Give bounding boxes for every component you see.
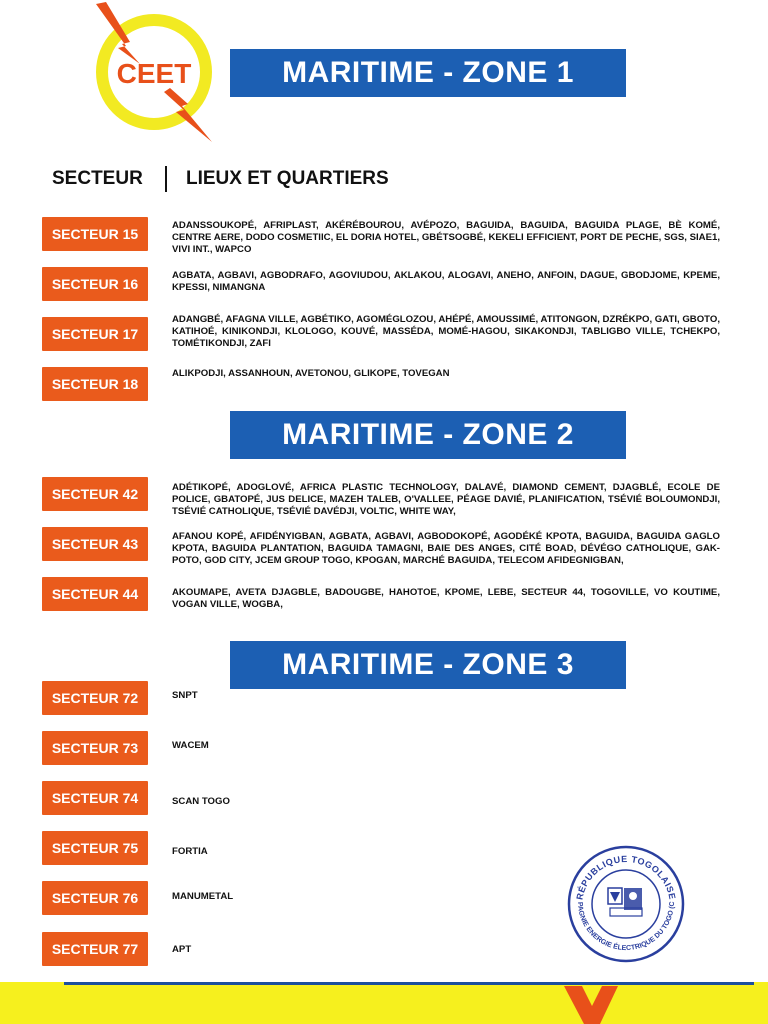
sector-44-badge: SECTEUR 44 [42,577,148,611]
sector-16-places: AGBATA, AGBAVI, AGBODRAFO, AGOVIUDOU, AKLAKOU, ALOGAVI, ANEHO, ANFOIN, DAGUE, GBODJOME, KPEME, KPESSI, NIMANGNA [172,270,720,294]
sector-75-places: FORTIA [172,846,208,857]
sector-76-places: MANUMETAL [172,891,234,902]
sector-73-places: WACEM [172,740,209,751]
sector-72-badge: SECTEUR 72 [42,681,148,715]
sector-76-badge: SECTEUR 76 [42,881,148,915]
column-divider [165,166,167,192]
sector-74-badge: SECTEUR 74 [42,781,148,815]
footer-blue-line [64,982,754,985]
lieux-column-header: LIEUX ET QUARTIERS [186,168,389,189]
sector-74-places: SCAN TOGO [172,796,230,807]
sector-77-places: APT [172,944,192,955]
sector-18-badge: SECTEUR 18 [42,367,148,401]
sector-15-places: ADANSSOUKOPÉ, AFRIPLAST, AKÉRÉBOUROU, AVÉPOZO, BAGUIDA, BAGUIDA, BAGUIDA PLAGE, BÈ KOMÉ, CENTRE AERE, DODO COSMETIIC, EL DORIA HOTEL, GBÉTSOGBÉ, KEKELI EFFICIENT, PORT DE PECHE, SGS, SIAE1, VIVI INT., WAPCO [172,220,720,256]
sector-77-badge: SECTEUR 77 [42,932,148,966]
sector-75-badge: SECTEUR 75 [42,831,148,865]
sector-72-places: SNPT [172,690,198,701]
sector-43-badge: SECTEUR 43 [42,527,148,561]
footer-bolt-mark [560,986,620,1024]
sector-18-places: ALIKPODJI, ASSANHOUN, AVETONOU, GLIKOPE, TOVEGAN [172,368,450,379]
zone-1-title: MARITIME - ZONE 1 [282,56,574,89]
sector-17-badge: SECTEUR 17 [42,317,148,351]
sector-16-badge: SECTEUR 16 [42,267,148,301]
sector-17-places: ADANGBÉ, AFAGNA VILLE, AGBÉTIKO, AGOMÉGLOZOU, AHÉPÉ, AMOUSSIMÉ, ATITONGON, DZRÉKPO, GATI, GBOTO, KATIHOÉ, KINIKONDJI, KLOLOGO, KOUVÉ, MASSÉDA, MOMÉ-HAGOU, SIKAKONDJI, TABLIGBO VILLE, TCHEKPO, TOMÉTIKONDJI, ZAFI [172,314,720,350]
sector-44-places: AKOUMAPE, AVETA DJAGBLE, BADOUGBE, HAHOTOE, KPOME, LEBE, SECTEUR 44, TOGOVILLE, VO KOUTIME, VOGAN VILLE, WOGBA, [172,587,720,611]
seal-top-text: RÉPUBLIQUE TOGOLAISE [574,853,678,901]
zone-2-banner [230,411,626,459]
zone-2-title: MARITIME - ZONE 2 [282,418,574,451]
footer-yellow-bar [0,982,768,1024]
seal-graphic [566,844,686,964]
ceet-logo [92,2,222,142]
sector-43-places: AFANOU KOPÉ, AFIDÉNYIGBAN, AGBATA, AGBAVI, AGBODOKOPÉ, AGODÉKÉ KPOTA, BAGUIDA, BAGUIDA GAGLO KPOTA, BAGUIDA PLANTATION, BAGUIDA TAMAGNI, BAIE DES ANGES, CITÉ BOAD, DÉVÉGO CATHOLIQUE, GAK-POTO, GOD CITY, JCEM GROUP TOGO, KPOGAN, MARCHÉ BAGUIDA, TELECOM AFIDEGNIGBAN, [172,531,720,567]
zone-3-banner [230,641,626,689]
sector-42-badge: SECTEUR 42 [42,477,148,511]
official-seal [566,844,686,964]
sector-73-badge: SECTEUR 73 [42,731,148,765]
zone-3-title: MARITIME - ZONE 3 [282,648,574,681]
ceet-logo-graphic [92,2,222,142]
sector-15-badge: SECTEUR 15 [42,217,148,251]
logo-text: CEET [116,58,192,89]
zone-1-banner [230,49,626,97]
seal-bottom-text: PAGNIE ENERGIE ÉLECTRIQUE DU TOGO (C [575,901,677,953]
sector-42-places: ADÉTIKOPÉ, ADOGLOVÉ, AFRICA PLASTIC TECHNOLOGY, DALAVÉ, DIAMOND CEMENT, DJAGBLÉ, ECOLE DE POLICE, GBATOPÉ, JUS DELICE, MAZEH TALEB, O'VALLEE, PÉAGE DAVIÉ, PLANIFICATION, TSÉVIÉ BOLOUMONDJI, TSÉVIÉ CATHOLIQUE, TSÉVIÉ DAVÉDJI, VOLTIC, WHITE WAY, [172,482,720,518]
secteur-column-header: SECTEUR [52,168,143,189]
